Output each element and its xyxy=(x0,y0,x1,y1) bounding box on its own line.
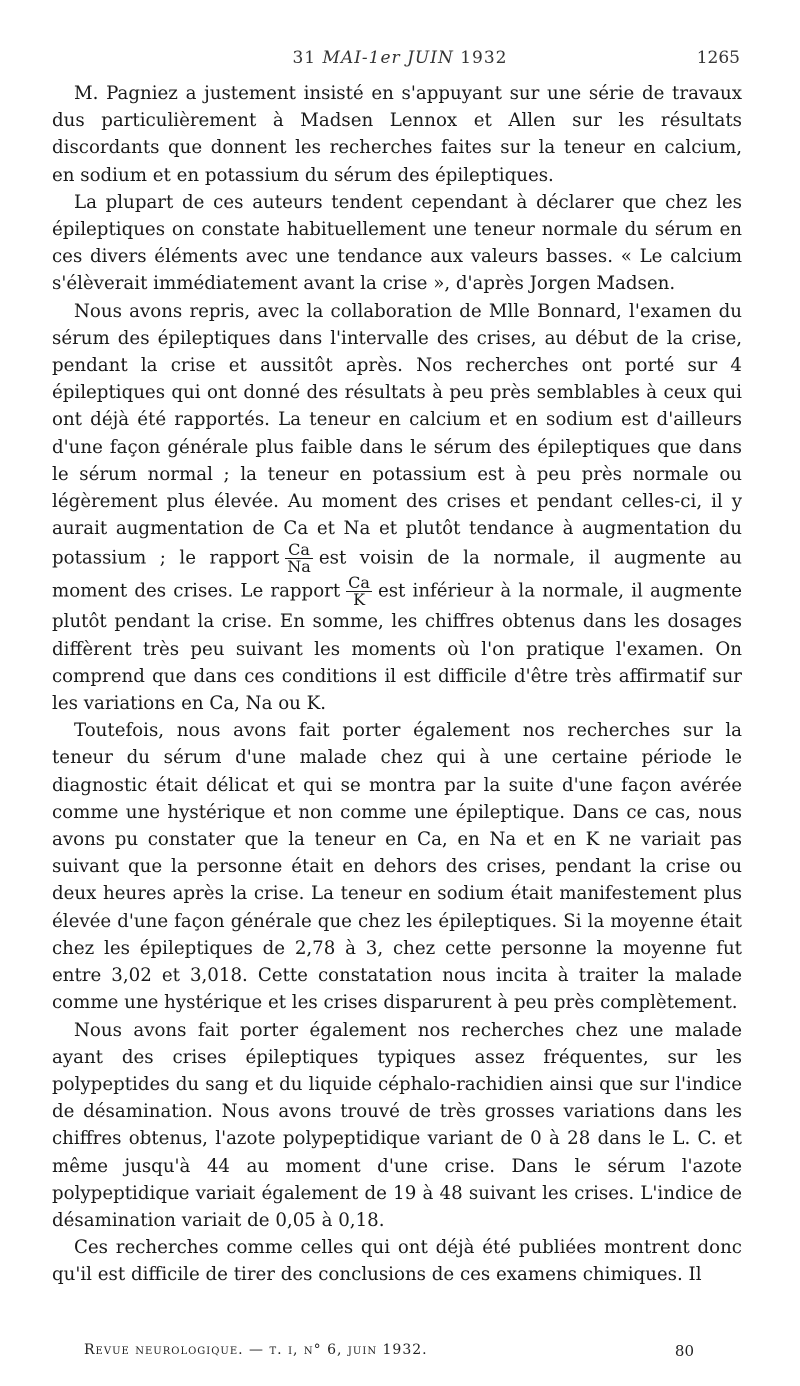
running-header xyxy=(60,48,740,72)
page-footer xyxy=(84,1342,694,1364)
paragraph-3 xyxy=(52,298,742,718)
paragraph-5: Nous avons fait porter également nos recherches chez une malade ayant des crises épileptiques typiques assez fréquentes, sur les polypeptides du sang et du liquide céphalo-rachidien ainsi que sur l'indice de désamination. Nous avons trouvé de très grosses variations dans les chiffres obtenus, l'azote polypeptidique variant de 0 à 28 dans le L. C. et même jusqu'à 44 au moment d'une crise. Dans le sérum l'azote polypeptidique variait également de 19 à 48 suivant les crises. L'indice de désamination variait de 0,05 à 0,18. xyxy=(52,1019,742,1231)
fraction-ca-na xyxy=(285,542,313,575)
paragraph-1: M. Pagniez a justement insisté en s'appuyant sur une série de travaux dus particulièrement à Madsen Lennox et Allen sur les résultats discordants que donnent les recherches faites sur la teneur en calcium, en sodium et en potassium du sérum des épileptiques. xyxy=(52,83,742,186)
header-date-year: 1932 xyxy=(453,48,508,68)
fraction-ca-k xyxy=(346,575,372,608)
fraction-ca-na-denominator: Na xyxy=(287,557,311,577)
page-number: 1265 xyxy=(696,48,740,68)
paragraph-3-start: Nous avons repris, avec la collaboration de Mlle Bonnard, l'examen du sérum des épileptiques dans l'intervalle des crises, au début de la crise, pendant la crise et aussitôt après. Nos recherches ont porté sur 4 épileptiques qui ont donné des résultats à peu près semblables à ceux qui ont déjà été rapportés. La teneur en calcium et en sodium est d'ailleurs d'une façon générale plus faible dans le sérum des épileptiques que dans le sérum normal ; la teneur en potassium est à peu près normale ou légèrement plus élevée. Au moment des crises et pendant celles-ci, il y aurait augmentation de Ca et Na et plutôt tendance à augmentation du potassium ; le rapport xyxy=(52,300,742,569)
paragraph-3-end: est inférieur à la normale, il augmente plutôt pendant la crise. En somme, les chiffres obtenus dans les dosages diffèrent très peu suivant les moments où l'on pratique l'examen. On comprend que dans ces conditions il est difficile d'être très affirmatif sur les variations en Ca, Na ou K. xyxy=(52,580,742,715)
header-date-italic: MAI-1er JUIN xyxy=(322,48,454,68)
signature-mark: 80 xyxy=(674,1342,694,1360)
paragraph-3-middle: est voisin de la normale, il augmente au moment des crises. Le rapport xyxy=(52,547,742,602)
header-date-prefix: 31 xyxy=(292,48,323,68)
paragraph-2: La plupart de ces auteurs tendent cependant à déclarer que chez les épileptiques on constate habituellement une teneur normale du sérum en ces divers éléments avec une tendance aux valeurs basses. « Le calcium s'élèverait immédiatement avant la crise », d'après Jorgen Madsen. xyxy=(52,191,742,295)
fraction-ca-na-numerator: Ca xyxy=(285,542,313,559)
paragraph-6: Ces recherches comme celles qui ont déjà été publiées montrent donc qu'il est difficile de tirer des conclusions de ces examens chimiques. Il xyxy=(52,1237,742,1286)
header-date xyxy=(60,48,740,68)
fraction-ca-k-numerator: Ca xyxy=(348,573,370,593)
paragraph-4: Toutefois, nous avons fait porter également nos recherches sur la teneur du sérum d'une malade chez qui à une certaine période le diagnostic était délicat et qui se montra par la suite d'une façon avérée comme une hystérique et non comme une épileptique. Dans ce cas, nous avons pu constater que la teneur en Ca, en Na et en K ne variait pas suivant que la personne était en dehors des crises, pendant la crise ou deux heures après la crise. La teneur en sodium était manifestement plus élevée d'une façon générale que chez les épileptiques. Si la moyenne était chez les épileptiques de 2,78 à 3, chez cette personne la moyenne fut entre 3,02 et 3,018. Cette constatation nous incita à traiter la malade comme une hystérique et les crises disparurent à peu près complètement. xyxy=(52,720,742,1014)
article-body xyxy=(52,80,742,1289)
fraction-ca-k-denominator: K xyxy=(353,590,366,610)
journal-citation: Revue neurologique. — t. i, n° 6, juin 1932. xyxy=(84,1342,428,1358)
